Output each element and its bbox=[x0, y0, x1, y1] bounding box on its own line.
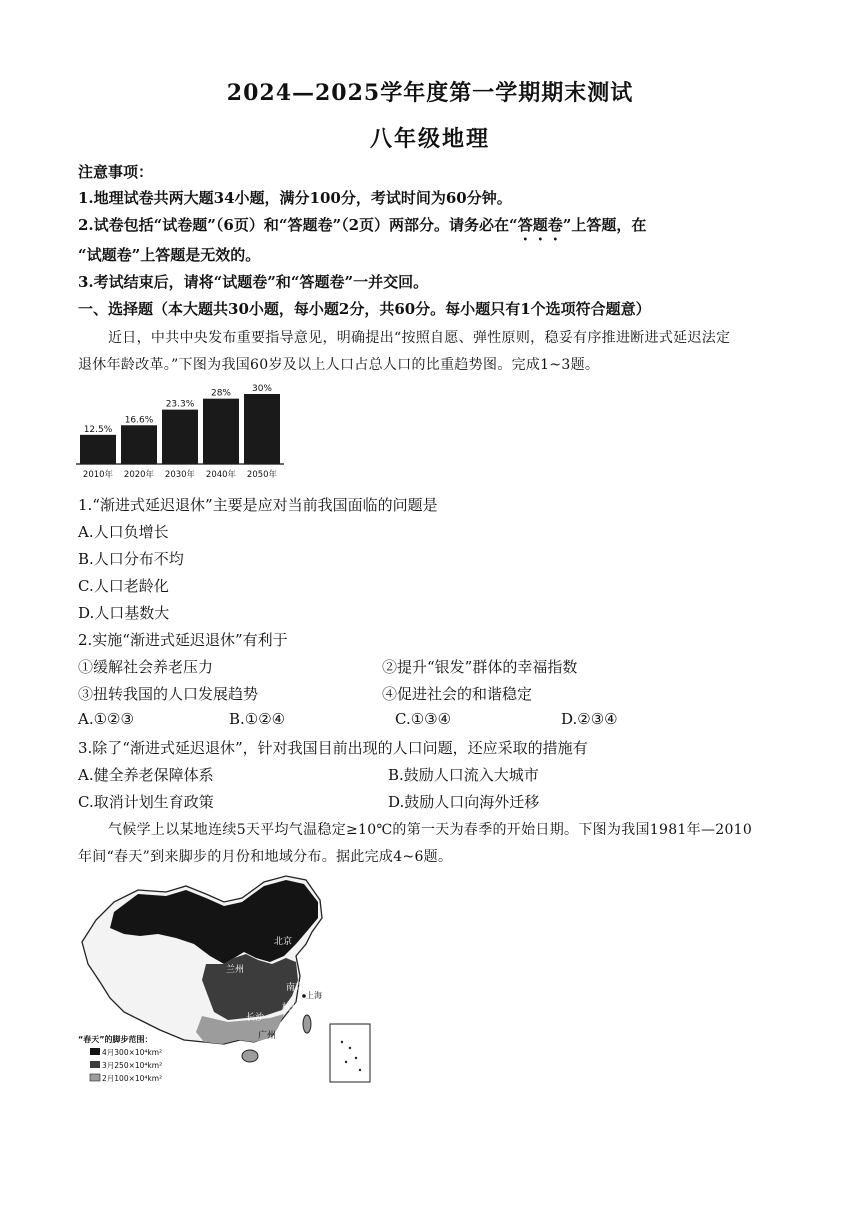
q3-option-d: D.鼓励人口向海外迁移 bbox=[388, 793, 540, 811]
city-label-shanghai: 上海 bbox=[306, 991, 322, 1000]
spring-arrival-map bbox=[74, 872, 374, 1087]
chart-bar bbox=[80, 435, 116, 464]
city-label-beijing: 北京 bbox=[274, 937, 293, 947]
q1-option-b: B.人口分布不均 bbox=[78, 550, 184, 568]
q2-statement-4: ④促进社会的和谐稳定 bbox=[382, 685, 533, 703]
hainan-island bbox=[242, 1050, 258, 1062]
chart-value-label: 28% bbox=[210, 388, 232, 399]
legend-swatch-march bbox=[90, 1061, 100, 1068]
q1-stem: 1.“渐进式延迟退休”主要是应对当前我国面临的问题是 bbox=[78, 496, 438, 514]
legend-swatch-april bbox=[90, 1048, 100, 1055]
q3-option-a: A.健全养老保障体系 bbox=[78, 766, 214, 784]
chart-value-label: 30% bbox=[251, 384, 273, 394]
intro1-line1: 近日，中共中央发布重要指导意见，明确提出“按照自愿、弹性原则，稳妥有序推进断进式延迟法定 bbox=[108, 330, 731, 346]
legend-item-march: 3月250×10⁴km² bbox=[102, 1061, 163, 1070]
chart-bar bbox=[162, 410, 198, 464]
chart-bar bbox=[121, 425, 157, 464]
city-label-guangzhou: 广州 bbox=[258, 1031, 277, 1041]
note-item-3: 3.考试结束后，请将“试题卷”和“答题卷”一并交回。 bbox=[78, 273, 429, 291]
chart-value-label: 12.5% bbox=[83, 424, 113, 435]
note-item-2 bbox=[78, 214, 646, 244]
intro2-line1: 气候学上以某地连续5天平均气温稳定≥10℃的第一天为春季的开始日期。下图为我国1981年—2010 bbox=[108, 822, 753, 838]
exam-subtitle: 八年级地理 bbox=[369, 126, 490, 152]
exam-title: 2024—2025学年度第一学期期末测试 bbox=[226, 80, 634, 106]
city-label-nanjing: 南京 bbox=[286, 983, 305, 993]
city-label-changsha: 长沙 bbox=[246, 1013, 265, 1023]
note-item-2-part-b: ”上答题，在 bbox=[562, 216, 647, 234]
q2-statement-1: ①缓解社会养老压力 bbox=[78, 658, 214, 676]
intro1-line2: 退休年龄改革。”下图为我国60岁及以上人口占总人口的比重趋势图。完成1~3题。 bbox=[78, 357, 600, 373]
legend-swatch-february bbox=[90, 1074, 100, 1081]
q2-statement-2: ②提升“银发”群体的幸福指数 bbox=[382, 658, 578, 676]
chart-category-label: 2050年 bbox=[246, 470, 278, 480]
q1-option-a: A.人口负增长 bbox=[78, 523, 169, 541]
elderly-population-chart bbox=[70, 380, 290, 485]
q2-option-d: D.②③④ bbox=[561, 710, 618, 728]
chart-category-label: 2030年 bbox=[164, 470, 196, 480]
chart-bar bbox=[244, 394, 280, 464]
legend-item-april: 4月300×10⁴km² bbox=[102, 1048, 163, 1057]
q2-stem: 2.实施“渐进式延迟退休”有利于 bbox=[78, 631, 288, 649]
taiwan-island bbox=[303, 1015, 311, 1033]
chart-value-label: 16.6% bbox=[124, 415, 154, 426]
q1-option-d: D.人口基数大 bbox=[78, 604, 170, 622]
south-china-sea-inset bbox=[330, 1024, 370, 1082]
q2-option-a: A.①②③ bbox=[78, 710, 134, 728]
notes-heading: 注意事项： bbox=[78, 163, 154, 181]
map-legend-title: “春天”的脚步范围： bbox=[78, 1035, 153, 1044]
q3-option-c: C.取消计划生育政策 bbox=[78, 793, 214, 811]
chart-category-label: 2040年 bbox=[205, 470, 237, 480]
chart-category-label: 2010年 bbox=[82, 470, 114, 480]
q2-option-b: B.①②④ bbox=[229, 710, 286, 728]
q3-stem: 3.除了“渐进式延迟退休”，针对我国目前出现的人口问题，还应采取的措施有 bbox=[78, 739, 588, 757]
city-label-lanzhou: 兰州 bbox=[226, 965, 245, 975]
q3-option-b: B.鼓励人口流入大城市 bbox=[388, 766, 539, 784]
intro2-line2: 年间“春天”到来脚步的月份和地域分布。据此完成4~6题。 bbox=[78, 849, 453, 865]
chart-value-label: 23.3% bbox=[165, 399, 195, 410]
legend-item-february: 2月100×10⁴km² bbox=[102, 1074, 163, 1083]
chart-bar bbox=[203, 399, 239, 464]
note-item-2-part-a: 2.试卷包括“试卷题”（6页）和“答题卷”（2页）两部分。请务必在“ bbox=[78, 216, 518, 234]
note-item-2-emphasis: 答题卷 bbox=[517, 216, 563, 234]
section1-heading: 一、选择题（本大题共30小题，每小题2分，共60分。每小题只有1个选项符合题意） bbox=[78, 300, 651, 318]
q1-option-c: C.人口老龄化 bbox=[78, 577, 169, 595]
city-label-hangzhou: 杭州 bbox=[282, 1003, 301, 1013]
q2-option-c: C.①③④ bbox=[395, 710, 452, 728]
q2-statement-3: ③扭转我国的人口发展趋势 bbox=[78, 685, 259, 703]
note-item-1: 1.地理试卷共两大题34小题，满分100分，考试时间为60分钟。 bbox=[78, 189, 512, 207]
chart-category-label: 2020年 bbox=[123, 470, 155, 480]
note-item-2-continued: “试题卷”上答题是无效的。 bbox=[78, 246, 261, 264]
